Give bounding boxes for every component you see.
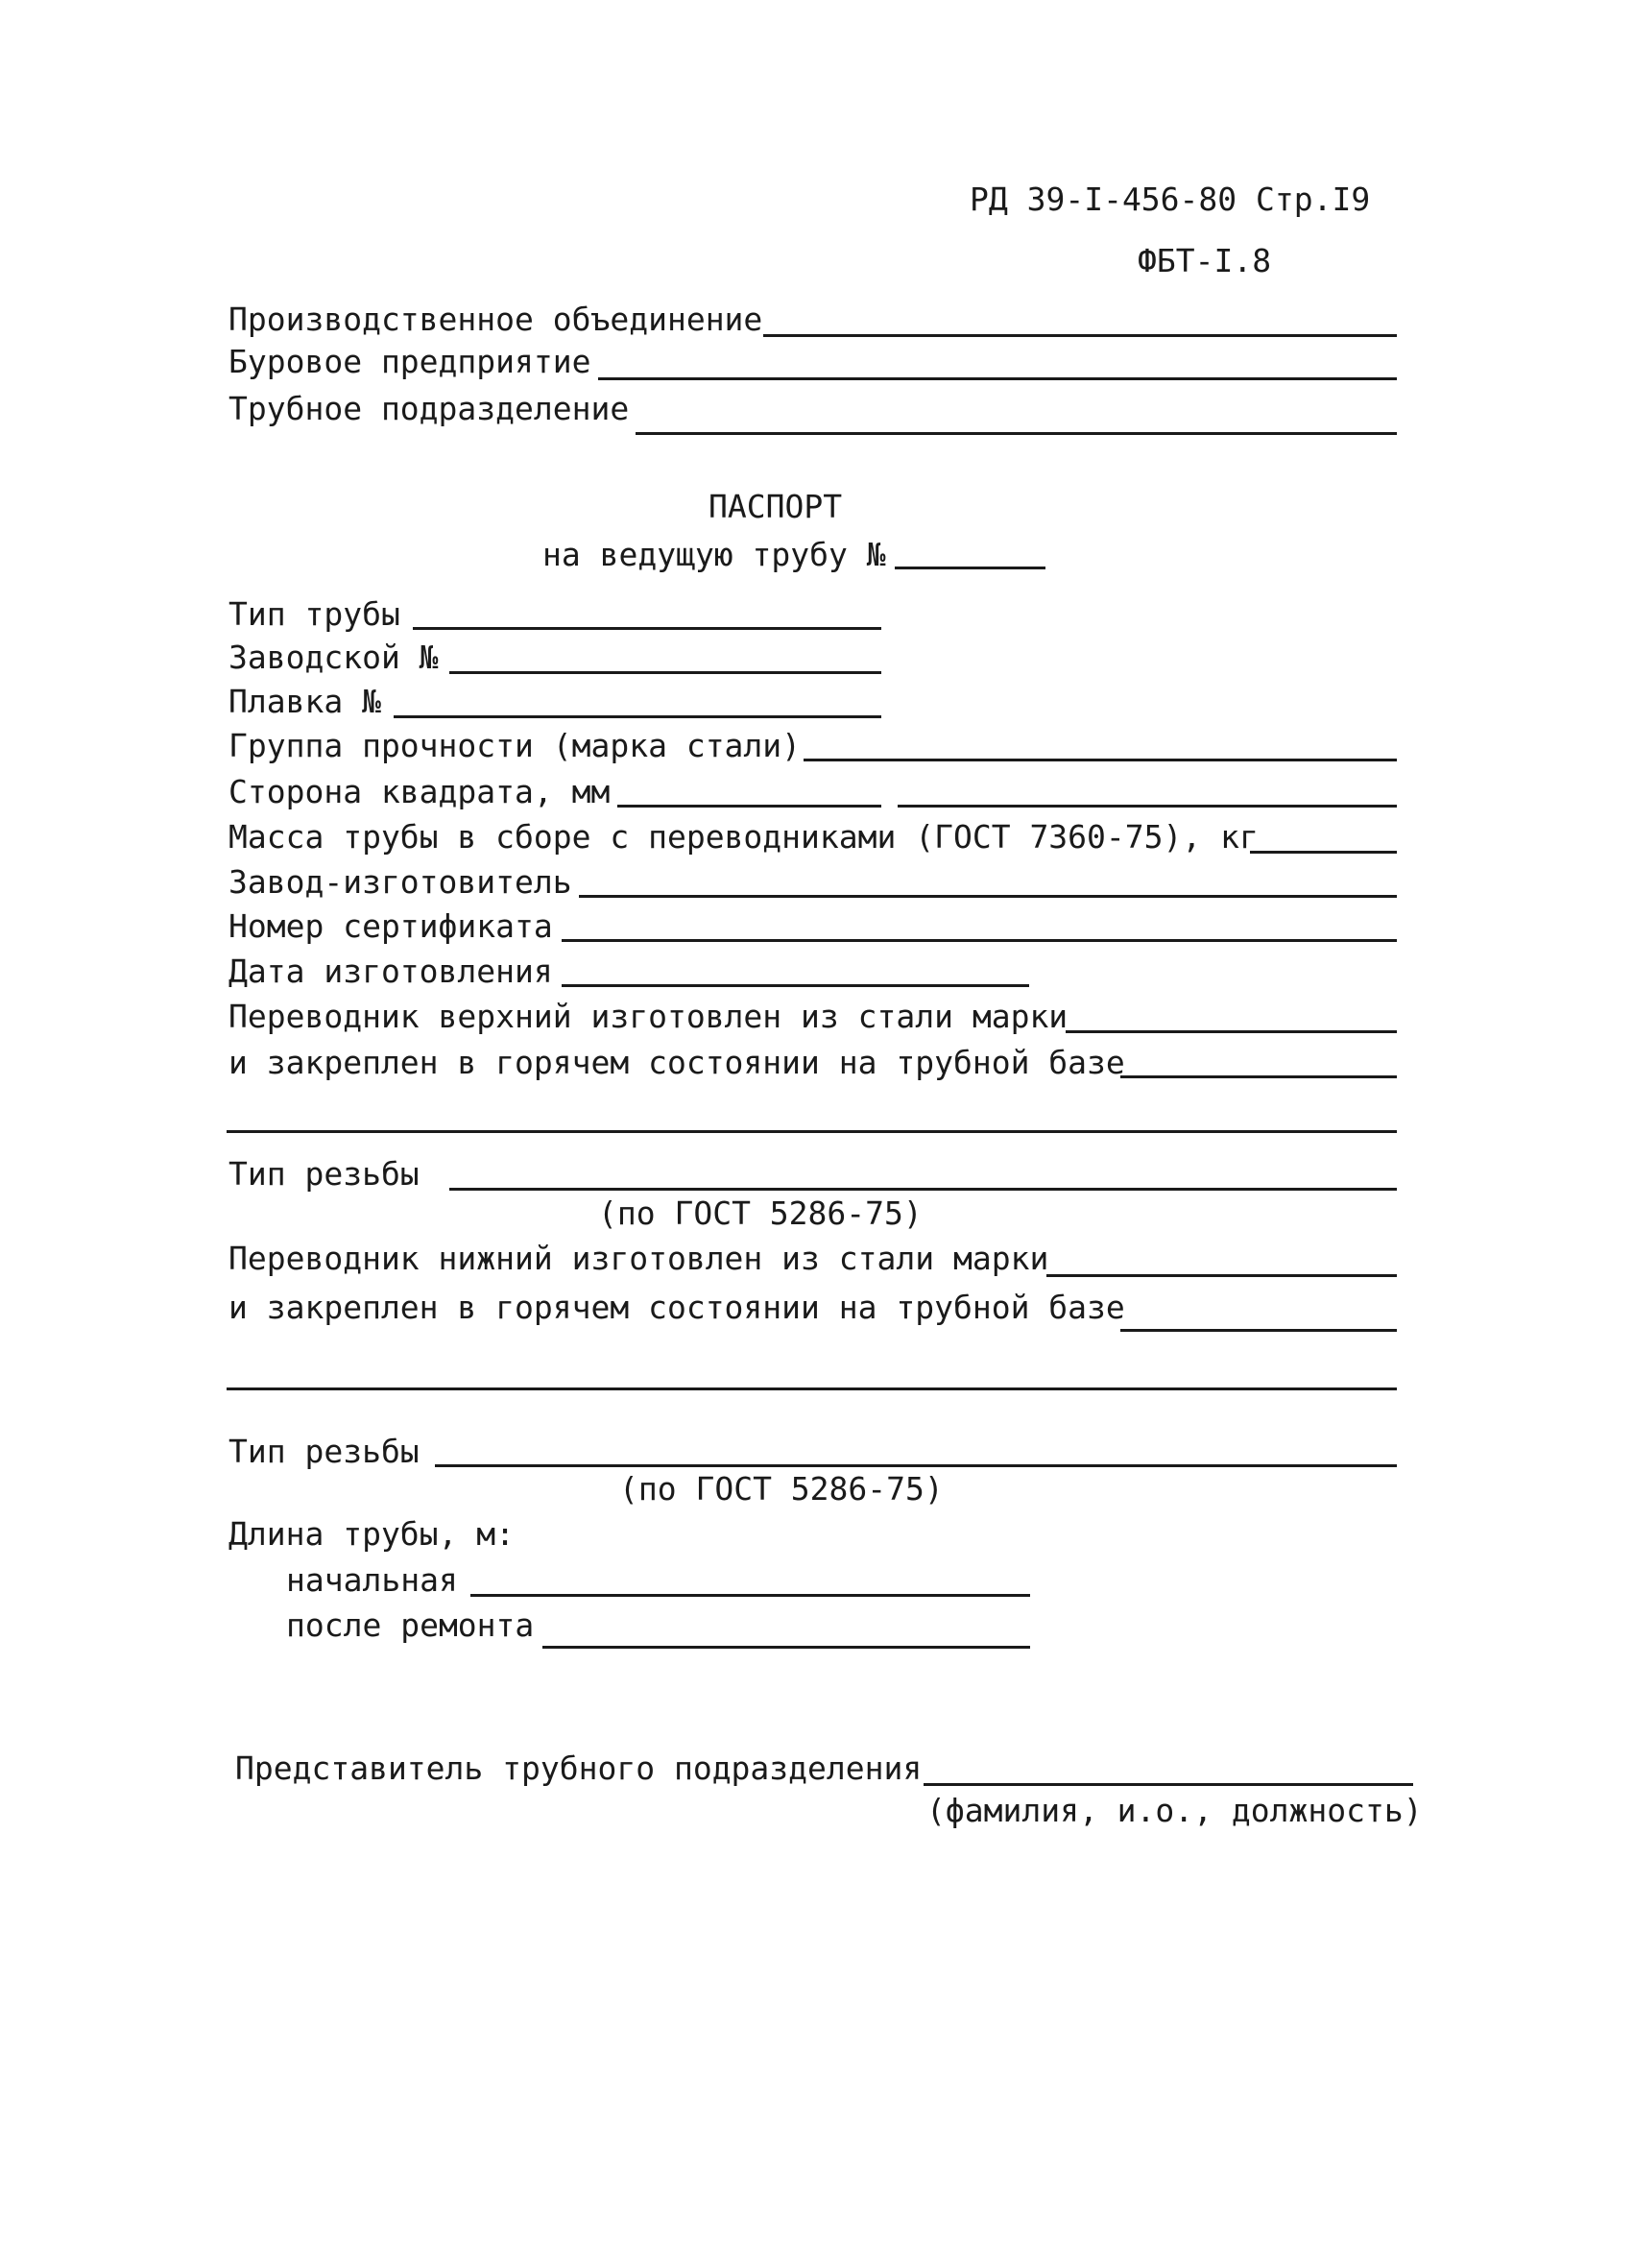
division-label: Трубное подразделение [228,390,630,427]
division-field[interactable] [636,432,1397,435]
certificate-no-field[interactable] [562,939,1397,942]
upper-sub-fixed-field[interactable] [1120,1075,1397,1078]
lower-thread-note: (по ГОСТ 5286-75) [619,1470,944,1508]
factory-no-label: Заводской № [228,639,439,676]
initial-length-label: начальная [286,1561,458,1599]
square-side-field-2[interactable] [898,805,1397,808]
document-code: РД 39-I-456-80 Стр.I9 [970,181,1371,218]
heat-no-label: Плавка № [228,683,381,720]
lower-sub-fixed-label: и закреплен в горячем состоянии на трубной базе [228,1289,1125,1326]
lower-thread-type-field[interactable] [435,1464,1397,1467]
factory-no-field[interactable] [449,671,881,674]
mass-label: Масса трубы в сборе с переводниками (ГОСТ 7360-75), кг [228,818,1259,856]
lower-sub-steel-field[interactable] [1046,1274,1397,1277]
square-side-field-1[interactable] [617,805,881,808]
upper-sub-fixed-field-cont[interactable] [227,1130,1397,1133]
upper-thread-type-field[interactable] [449,1188,1397,1191]
enterprise-label: Буровое предприятие [228,343,591,380]
passport-subtitle: на ведущую трубу № [542,536,886,573]
mass-field[interactable] [1250,851,1397,854]
initial-length-field[interactable] [470,1594,1030,1597]
upper-thread-type-label: Тип резьбы [228,1155,420,1193]
after-repair-length-label: после ремонта [286,1606,535,1644]
representative-label: Представитель трубного подразделения [235,1749,923,1787]
heat-no-field[interactable] [394,715,881,718]
pipe-type-label: Тип трубы [228,595,400,633]
lower-sub-fixed-field[interactable] [1120,1329,1397,1332]
representative-note: (фамилия, и.о., должность) [926,1792,1423,1829]
passport-title: ПАСПОРТ [708,488,843,525]
certificate-no-label: Номер сертификата [228,907,553,945]
form-code: ФБТ-I.8 [1138,242,1272,279]
pipe-number-field[interactable] [895,567,1045,569]
upper-sub-fixed-label: и закреплен в горячем состоянии на трубной базе [228,1044,1125,1081]
lower-thread-type-label: Тип резьбы [228,1433,420,1470]
manufacture-date-field[interactable] [562,984,1029,987]
upper-sub-steel-field[interactable] [1066,1030,1397,1033]
after-repair-length-field[interactable] [542,1646,1030,1649]
strength-group-label: Группа прочности (марка стали) [228,727,802,764]
manufacturer-field[interactable] [579,895,1397,898]
lower-sub-fixed-field-cont[interactable] [227,1387,1397,1390]
lower-sub-steel-label: Переводник нижний изготовлен из стали марки [228,1240,1049,1277]
pipe-type-field[interactable] [413,627,881,630]
upper-sub-steel-label: Переводник верхний изготовлен из стали марки [228,998,1069,1035]
manufacturer-label: Завод-изготовитель [228,863,572,901]
upper-thread-note: (по ГОСТ 5286-75) [598,1194,923,1232]
manufacture-date-label: Дата изготовления [228,953,553,990]
square-side-label: Сторона квадрата, мм [228,773,611,810]
association-field[interactable] [763,334,1397,337]
strength-group-field[interactable] [804,759,1397,761]
enterprise-field[interactable] [598,377,1397,380]
representative-field[interactable] [924,1783,1413,1786]
pipe-length-label: Длина трубы, м: [228,1515,516,1553]
association-label: Производственное объединение [228,301,763,338]
